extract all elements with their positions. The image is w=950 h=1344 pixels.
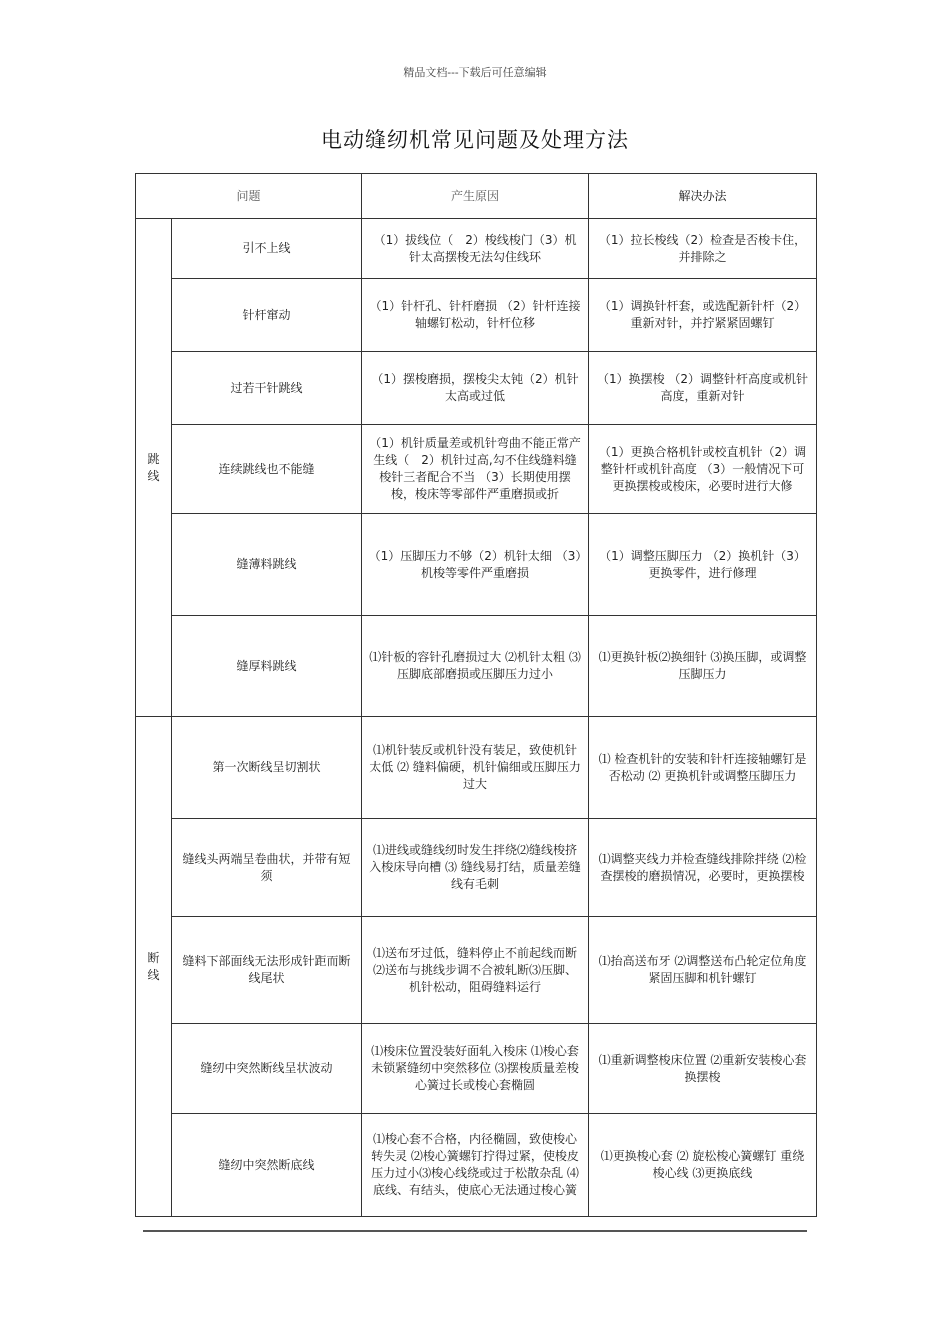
table-row <box>136 219 817 279</box>
table-header-row <box>136 174 817 219</box>
problem-cell: 缝料下部面线无法形成针距而断线尾状 <box>172 917 362 1024</box>
column-header-cause: 产生原因 <box>362 174 589 219</box>
problem-cell: 过若干针跳线 <box>172 352 362 425</box>
problem-cell: 缝纫中突然断底线 <box>172 1114 362 1217</box>
footer-divider <box>143 1230 807 1232</box>
solution-cell: ⑴抬高送布牙 ⑵调整送布凸轮定位角度 紧固压脚和机针螺钉 <box>589 917 817 1024</box>
table-row <box>136 279 817 352</box>
table-row <box>136 425 817 514</box>
solution-cell: ⑴ 检查机针的安装和针杆连接轴螺钉是否松动 ⑵ 更换机针或调整压脚压力 <box>589 717 817 819</box>
table-row <box>136 616 817 717</box>
category-label-skip-stitch: 跳线 <box>136 219 172 717</box>
problem-cell: 引不上线 <box>172 219 362 279</box>
document-title: 电动缝纫机常见问题及处理方法 <box>321 128 629 152</box>
problem-cell: 连续跳线也不能缝 <box>172 425 362 514</box>
cause-cell: ⑴梭心套不合格，内径椭圆，致使梭心转失灵 ⑵梭心簧螺钉拧得过紧，使梭皮压力过小⑶梭心线绕或过于松散杂乱 ⑷ 底线、有结头，使底心无法通过梭心簧 <box>362 1114 589 1217</box>
solution-cell: （1）调换针杆套，或选配新针杆（2）重新对针，并拧紧紧固螺钉 <box>589 279 817 352</box>
header-note: 精品文档---下载后可任意编辑 <box>403 66 547 79</box>
problem-cell: 针杆窜动 <box>172 279 362 352</box>
column-header-problem: 问题 <box>136 174 362 219</box>
category-label-thread-break: 断线 <box>136 717 172 1217</box>
cause-cell: （1）机针质量差或机针弯曲不能正常产生线（ 2）机针过高,勾不住线缝料缝梭针三者配合不当 （3）长期使用摆梭，梭床等零部件严重磨损或折 <box>362 425 589 514</box>
table-row <box>136 514 817 616</box>
solution-cell: （1）换摆梭 （2）调整针杆高度或机针高度，重新对针 <box>589 352 817 425</box>
cause-cell: （1）针杆孔、针杆磨损 （2）针杆连接轴螺钉松动，针杆位移 <box>362 279 589 352</box>
cause-cell: （1）拔线位（ 2）梭线梭门（3）机针太高摆梭无法勾住线环 <box>362 219 589 279</box>
problem-cell: 缝厚料跳线 <box>172 616 362 717</box>
column-header-solution: 解决办法 <box>589 174 817 219</box>
problem-cell: 缝线头两端呈卷曲状，并带有短须 <box>172 819 362 917</box>
cause-cell: （1）压脚压力不够（2）机针太细 （3）机梭等零件严重磨损 <box>362 514 589 616</box>
table-row <box>136 717 817 819</box>
cause-cell: ⑴梭床位置没装好面轧入梭床 ⑴梭心套未锁紧缝纫中突然移位 ⑶摆梭质量差梭心簧过长或梭心套椭圆 <box>362 1024 589 1114</box>
solution-cell: （1）调整压脚压力 （2）换机针（3）更换零件，进行修理 <box>589 514 817 616</box>
cause-cell: ⑴进线或缝线纫时发生拌绕⑵缝线梭挤入梭床导向槽 ⑶ 缝线易打结，质量差缝线有毛刺 <box>362 819 589 917</box>
table-row <box>136 1024 817 1114</box>
table-row <box>136 1114 817 1217</box>
table-row <box>136 352 817 425</box>
solution-cell: ⑴更换梭心套 ⑵ 旋松梭心簧螺钉 重绕梭心线 ⑶更换底线 <box>589 1114 817 1217</box>
cause-cell: ⑴针板的容针孔磨损过大 ⑵机针太粗 ⑶压脚底部磨损或压脚压力过小 <box>362 616 589 717</box>
solution-cell: ⑴更换针板⑵换细针 ⑶换压脚，或调整压脚压力 <box>589 616 817 717</box>
table-row <box>136 819 817 917</box>
cause-cell: （1）摆梭磨损，摆梭尖太钝（2）机针太高或过低 <box>362 352 589 425</box>
solution-cell: ⑴重新调整梭床位置 ⑵重新安装梭心套换摆梭 <box>589 1024 817 1114</box>
problem-cell: 缝纫中突然断线呈状波动 <box>172 1024 362 1114</box>
troubleshooting-table <box>135 173 817 1217</box>
cause-cell: ⑴送布牙过低，缝料停止不前起线而断 ⑵送布与挑线步调不合被轧断⑶压脚、机针松动，阻碍缝料运行 <box>362 917 589 1024</box>
solution-cell: （1）更换合格机针或校直机针（2）调整针杆或机针高度 （3）一般情况下可更换摆梭或梭床，必要时进行大修 <box>589 425 817 514</box>
problem-cell: 缝薄料跳线 <box>172 514 362 616</box>
table-row <box>136 917 817 1024</box>
cause-cell: ⑴机针装反或机针没有装足，致使机针太低 ⑵ 缝料偏硬，机针偏细或压脚压力过大 <box>362 717 589 819</box>
solution-cell: ⑴调整夹线力并检查缝线排除拌绕 ⑵检查摆梭的磨损情况，必要时，更换摆梭 <box>589 819 817 917</box>
problem-cell: 第一次断线呈切割状 <box>172 717 362 819</box>
solution-cell: （1）拉长梭线（2）检查是否梭卡住，并排除之 <box>589 219 817 279</box>
